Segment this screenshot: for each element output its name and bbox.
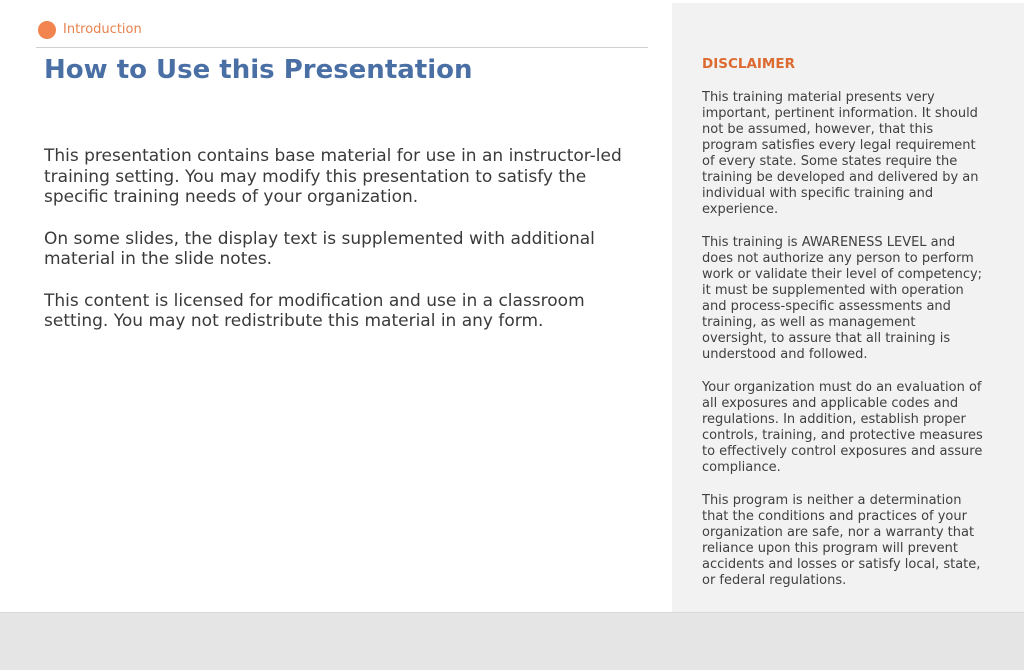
disclaimer-heading: DISCLAIMER — [702, 56, 795, 72]
body-paragraph: This content is licensed for modification and use in a classroom setting. You may not redistribute this material in any form. — [44, 290, 585, 332]
disclaimer-paragraph: This training material presents very important, pertinent information. It should not be assumed, however, that this program satisfies every legal requirement of every state. Some states require the training be developed and delivered by an individual with specific training and experience. — [702, 90, 979, 217]
section-tag — [38, 21, 142, 39]
disclaimer-paragraph: This training is AWARENESS LEVEL and does not authorize any person to perform work or validate their level of competency; it must be supplemented with operation and process-specific assessments and training, as well as management oversight, to assure that all training is understood and followed. — [702, 235, 983, 362]
disclaimer-paragraph: This program is neither a determination that the conditions and practices of your organization are safe, nor a warranty that reliance upon this program will prevent accidents and losses or satisfy local, state, or federal regulations. — [702, 493, 981, 588]
disclaimer-text — [702, 90, 984, 606]
circle-bullet-icon — [38, 21, 56, 39]
bottom-bar — [0, 612, 1024, 670]
main-body-text — [44, 146, 644, 352]
section-label: Introduction — [63, 22, 142, 37]
disclaimer-paragraph: Your organization must do an evaluation of all exposures and applicable codes and regulations. In addition, establish proper controls, training, and protective measures to effectively control exposures and assure compliance. — [702, 380, 983, 475]
body-paragraph: On some slides, the display text is supplemented with additional material in the slide notes. — [44, 228, 595, 270]
slide-title: How to Use this Presentation — [44, 55, 473, 85]
title-divider — [36, 47, 648, 48]
body-paragraph: This presentation contains base material for use in an instructor-led training setting. You may modify this presentation to satisfy the specific training needs of your organization. — [44, 146, 622, 208]
